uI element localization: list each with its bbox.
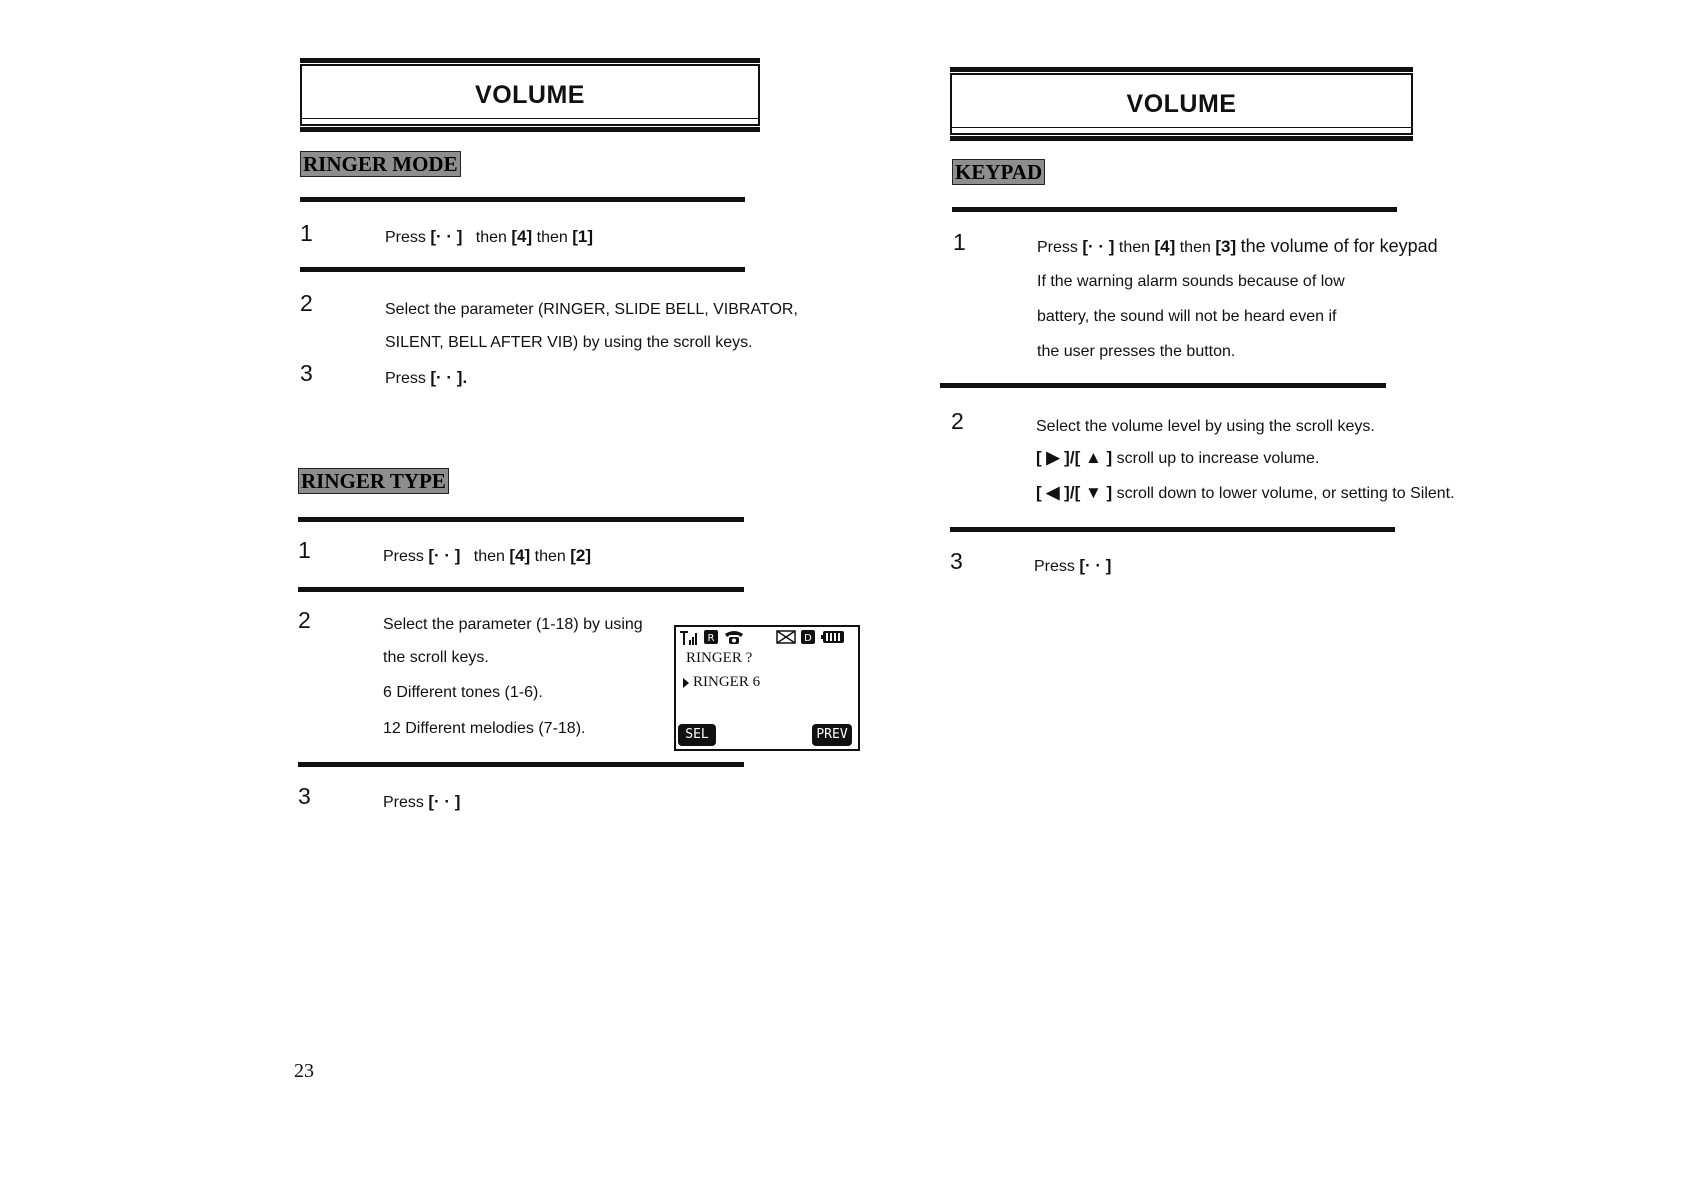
- then-label: then: [1118, 239, 1151, 256]
- step-number: 1: [300, 220, 313, 246]
- step-tail-text: the volume of for keypad: [1240, 236, 1438, 256]
- step-text: Select the parameter (1-18) by using: [383, 616, 643, 633]
- key-3: [3]: [1215, 237, 1237, 256]
- key-1: [1]: [572, 227, 593, 246]
- press-label: Press: [383, 794, 424, 811]
- scroll-down-keys: [ ◀ ]/[ ▼ ]: [1036, 483, 1113, 502]
- menu-key: [· · ]: [430, 227, 463, 246]
- step-text: If the warning alarm sounds because of low: [1037, 273, 1345, 290]
- step-text: the user presses the button.: [1037, 343, 1236, 360]
- selector-arrow-icon: [683, 678, 689, 688]
- step-text: battery, the sound will not be heard even if: [1037, 308, 1337, 325]
- step-text: 6 Different tones (1-6).: [383, 684, 543, 701]
- phone-screen: [674, 625, 860, 751]
- step-text: [1037, 236, 1438, 257]
- section-rule: [298, 587, 744, 592]
- step-text: 12 Different melodies (7-18).: [383, 720, 586, 737]
- key-4: [4]: [1154, 237, 1176, 256]
- scroll-down-text: scroll down to lower volume, or setting to Silent.: [1116, 485, 1455, 502]
- menu-key: [· · ].: [430, 368, 468, 387]
- then-label: then: [473, 548, 505, 565]
- menu-key: [· · ]: [1082, 237, 1115, 256]
- step-text: [1036, 483, 1455, 503]
- menu-key: [· · ]: [428, 792, 461, 811]
- step-text: [383, 546, 591, 566]
- menu-key: [· · ]: [1079, 556, 1112, 575]
- scroll-up-text: scroll up to increase volume.: [1116, 450, 1320, 467]
- step-number: 1: [953, 229, 966, 255]
- step-number: 3: [950, 548, 963, 574]
- step-text: SILENT, BELL AFTER VIB) by using the scroll keys.: [385, 334, 753, 351]
- step-text: Select the volume level by using the scroll keys.: [1036, 418, 1375, 435]
- menu-key: [· · ]: [428, 546, 461, 565]
- step-number: 2: [300, 290, 313, 316]
- data-icon: [801, 630, 815, 644]
- press-label: Press: [383, 548, 424, 565]
- signal-icon: [679, 630, 699, 646]
- step-number: 2: [298, 607, 311, 633]
- key-4: [4]: [509, 546, 531, 565]
- step-number: 1: [298, 537, 311, 563]
- title-inner-rule: [302, 118, 758, 119]
- step-text: [1034, 556, 1111, 576]
- left-page-title: VOLUME: [475, 80, 585, 109]
- left-title-box: [300, 64, 760, 126]
- keypad-badge: KEYPAD: [952, 159, 1045, 185]
- step-text: Select the parameter (RINGER, SLIDE BELL, VIBRATOR,: [385, 301, 798, 318]
- page-number: 23: [294, 1060, 314, 1082]
- press-label: Press: [385, 370, 426, 387]
- then-label: then: [475, 229, 507, 246]
- press-label: Press: [1037, 239, 1078, 256]
- then-label: then: [536, 229, 568, 246]
- section-rule: [940, 383, 1386, 388]
- ringer-mode-badge: RINGER MODE: [300, 151, 461, 177]
- prev-softkey[interactable]: PREV: [812, 724, 852, 746]
- section-rule: [950, 527, 1395, 532]
- right-title-box: [950, 73, 1413, 135]
- right-page-title: VOLUME: [1126, 89, 1237, 118]
- svg-text:D: D: [804, 633, 812, 644]
- section-rule: [300, 267, 745, 272]
- step-text: [385, 227, 593, 247]
- message-icon: [776, 630, 796, 644]
- title-inner-rule: [952, 127, 1411, 128]
- screen-line-2: RINGER 6: [693, 674, 761, 690]
- scroll-up-keys: [ ▶ ]/[ ▲ ]: [1036, 448, 1113, 467]
- svg-text:R: R: [707, 633, 715, 644]
- key-4: [4]: [511, 227, 533, 246]
- sel-softkey[interactable]: SEL: [678, 724, 716, 746]
- step-number: 3: [300, 360, 313, 386]
- then-label: then: [534, 548, 566, 565]
- battery-icon: [821, 630, 845, 644]
- press-label: Press: [1034, 558, 1075, 575]
- roaming-icon: [704, 630, 718, 644]
- key-2: [2]: [570, 546, 591, 565]
- step-text: the scroll keys.: [383, 649, 489, 666]
- ringer-type-badge: RINGER TYPE: [298, 468, 449, 494]
- section-rule: [300, 197, 745, 202]
- phone-icon: [724, 630, 744, 644]
- step-number: 3: [298, 783, 311, 809]
- then-label: then: [1179, 239, 1211, 256]
- step-text: [1036, 448, 1319, 468]
- section-rule: [298, 762, 744, 767]
- screen-line-1: RINGER ?: [686, 650, 753, 666]
- step-text: [383, 792, 460, 812]
- press-label: Press: [385, 229, 426, 246]
- section-rule: [952, 207, 1397, 212]
- step-number: 2: [951, 408, 964, 434]
- section-rule: [298, 517, 744, 522]
- step-text: [385, 368, 467, 388]
